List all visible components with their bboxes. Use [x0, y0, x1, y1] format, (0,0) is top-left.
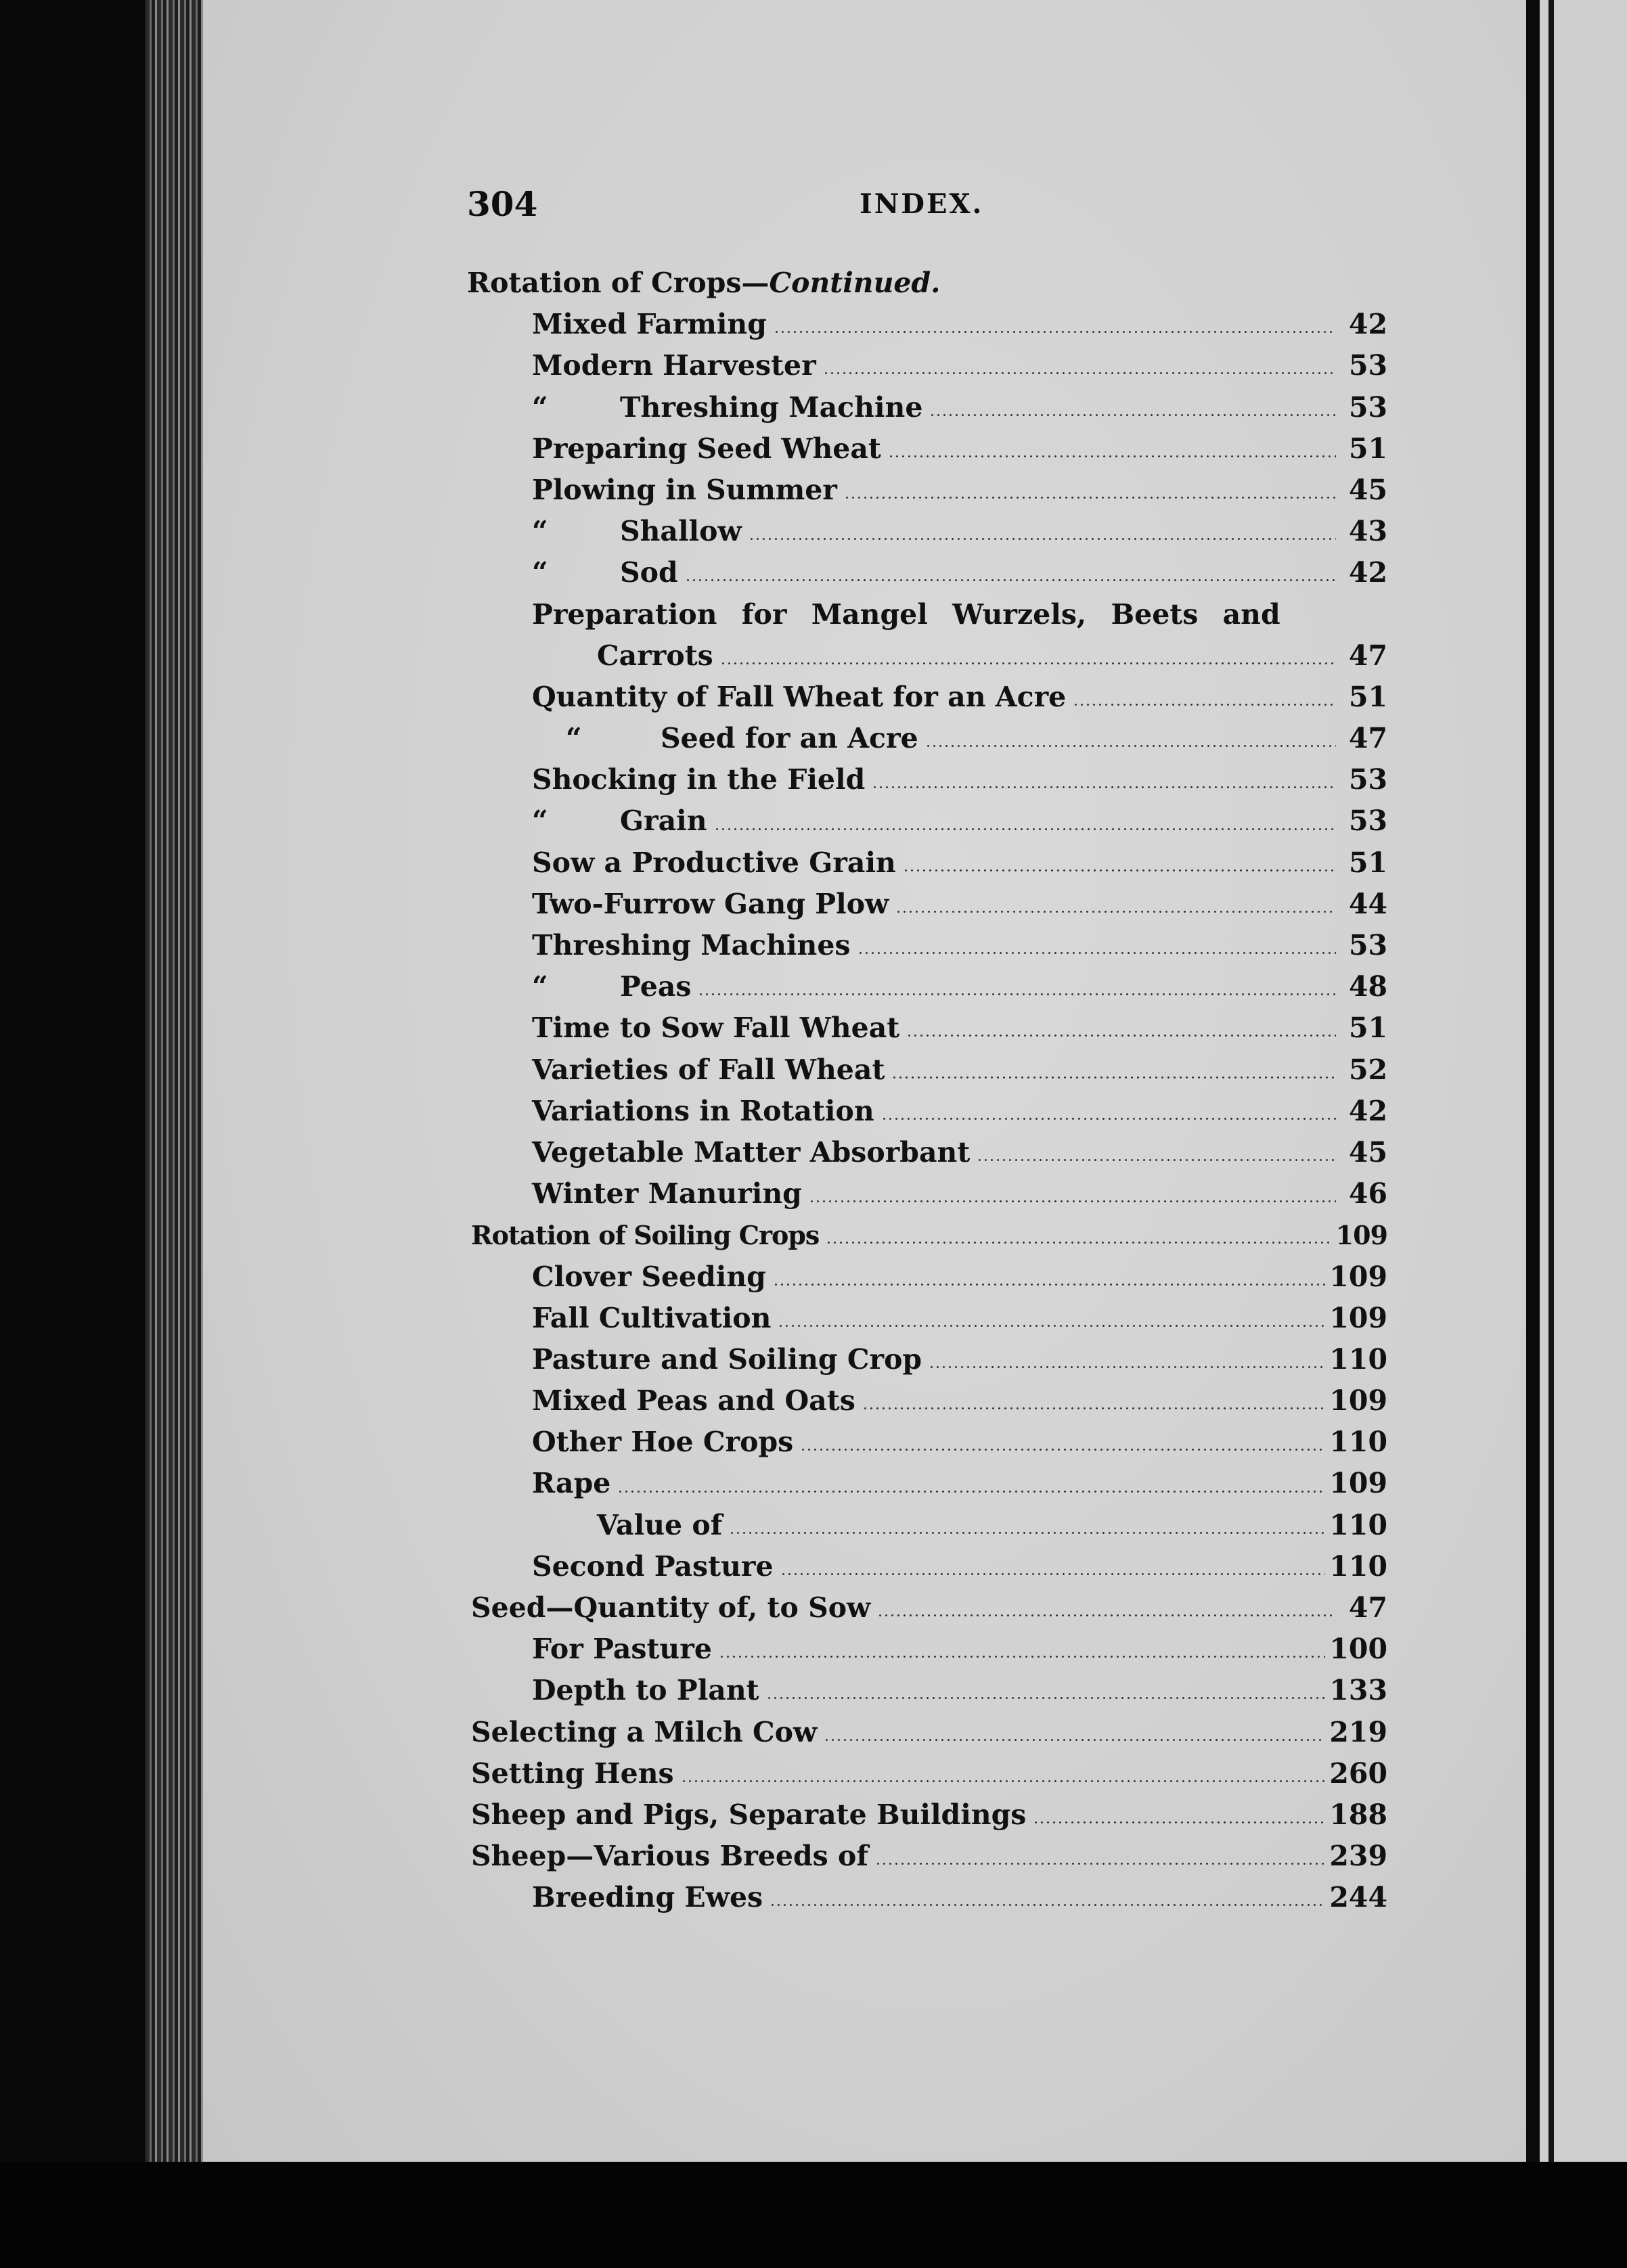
- entry-label: Second Pasture: [532, 1549, 774, 1583]
- entry-page-ref: 109: [1329, 1301, 1387, 1334]
- dot-leader: [826, 1242, 1331, 1244]
- dot-leader: [862, 1407, 1326, 1409]
- index-entries: [467, 304, 1387, 1918]
- index-entry: [467, 966, 1387, 1007]
- index-entry: [467, 1256, 1387, 1298]
- index-entry: [467, 1091, 1387, 1132]
- index-entry: [467, 925, 1387, 966]
- dot-leader: [888, 455, 1336, 457]
- entry-label: Shallow: [620, 515, 742, 548]
- entry-page-ref: 110: [1329, 1426, 1387, 1459]
- entry-label: Depth to Plant: [532, 1674, 759, 1707]
- dot-leader: [800, 1449, 1325, 1451]
- entry-label: Quantity of Fall Wheat for an Acre: [532, 680, 1067, 713]
- index-entry: [467, 1670, 1387, 1711]
- entry-page-ref: 110: [1329, 1508, 1387, 1541]
- dot-leader: [857, 952, 1337, 954]
- entry-label: Two-Furrow Gang Plow: [532, 887, 889, 920]
- entry-page-ref: 51: [1348, 846, 1387, 879]
- entry-label: Sow a Productive Grain: [532, 846, 896, 879]
- entry-label: Modern Harvester: [532, 349, 816, 382]
- entry-page-ref: 109: [1329, 1467, 1387, 1500]
- dot-leader: [823, 372, 1336, 374]
- index-entry: [467, 1794, 1387, 1836]
- entry-label: Threshing Machines: [532, 929, 851, 961]
- index-entry: [467, 1173, 1387, 1215]
- dot-leader: [925, 745, 1336, 747]
- entry-page-ref: 47: [1348, 639, 1387, 672]
- dot-leader: [749, 538, 1336, 540]
- index-entry: [467, 428, 1387, 470]
- entry-page-ref: 109: [1329, 1260, 1387, 1293]
- entry-label: Pasture and Soiling Crop: [532, 1342, 922, 1376]
- running-head: INDEX.: [860, 188, 984, 220]
- index-entry: [467, 552, 1387, 593]
- index-list: [467, 263, 1387, 1919]
- entry-label: Mixed Peas and Oats: [532, 1384, 855, 1418]
- dot-leader: [774, 331, 1336, 333]
- entry-label: Preparation for Mangel Wurzels, Beets and: [532, 597, 1280, 631]
- index-entry: [467, 1339, 1387, 1380]
- index-entry: [467, 635, 1387, 677]
- entry-label: Rotation of Soiling Crops: [471, 1220, 820, 1251]
- entry-page-ref: 53: [1348, 349, 1387, 382]
- entry-page-ref: 260: [1329, 1756, 1387, 1790]
- entry-label: Vegetable Matter Absorbant: [532, 1135, 971, 1169]
- entry-label: Sheep and Pigs, Separate Buildings: [471, 1798, 1027, 1831]
- index-entry: [467, 1587, 1387, 1629]
- ditto-mark: “: [566, 722, 582, 755]
- entry-label: Variations in Rotation: [532, 1094, 874, 1127]
- index-entry: [467, 1049, 1387, 1091]
- dot-leader: [729, 1532, 1325, 1534]
- dot-leader: [773, 1284, 1326, 1286]
- dot-leader: [714, 828, 1336, 830]
- entry-label: Winter Manuring: [532, 1177, 802, 1210]
- entry-page-ref: 45: [1348, 1135, 1387, 1169]
- dot-leader: [617, 1491, 1325, 1493]
- facing-page-shadow: [1548, 0, 1554, 2162]
- dot-leader: [877, 1614, 1336, 1616]
- index-entry: [467, 842, 1387, 884]
- entry-label: Other Hoe Crops: [532, 1426, 794, 1459]
- entry-label: Fall Cultivation: [532, 1301, 772, 1334]
- entry-page-ref: 47: [1348, 722, 1387, 755]
- dot-leader: [1073, 704, 1336, 706]
- dot-leader: [778, 1325, 1325, 1327]
- entry-label: Sheep—Various Breeds of: [471, 1840, 868, 1873]
- ditto-mark: “: [532, 804, 548, 838]
- dot-leader: [719, 1656, 1326, 1658]
- entry-label: Time to Sow Fall Wheat: [532, 1012, 900, 1045]
- entry-label: Selecting a Milch Cow: [471, 1715, 818, 1748]
- entry-label: Grain: [620, 804, 707, 838]
- entry-page-ref: 51: [1348, 680, 1387, 713]
- dot-leader: [780, 1573, 1326, 1575]
- dot-leader: [903, 869, 1336, 871]
- ditto-mark: “: [532, 390, 548, 424]
- entry-label: Varieties of Fall Wheat: [532, 1053, 885, 1086]
- entry-label: Setting Hens: [471, 1756, 674, 1790]
- dot-leader: [895, 911, 1336, 913]
- entry-label: Preparing Seed Wheat: [532, 432, 881, 465]
- entry-label: Plowing in Summer: [532, 473, 837, 506]
- entry-page-ref: 100: [1329, 1633, 1387, 1666]
- entry-label: Seed for an Acre: [661, 722, 918, 755]
- entry-page-ref: 188: [1329, 1798, 1387, 1831]
- index-entry: [467, 1007, 1387, 1049]
- entry-page-ref: 53: [1348, 763, 1387, 796]
- dot-leader: [685, 579, 1336, 581]
- index-entry: [467, 1422, 1387, 1463]
- book-spine-shadow: [0, 0, 146, 2268]
- index-entry: [467, 1505, 1387, 1546]
- entry-page-ref: 219: [1329, 1715, 1387, 1748]
- index-entry: [467, 1836, 1387, 1877]
- entry-page-ref: 46: [1348, 1177, 1387, 1210]
- entry-label: Breeding Ewes: [532, 1881, 763, 1914]
- entry-label: Value of: [597, 1508, 723, 1541]
- index-entry: [467, 1380, 1387, 1422]
- entry-page-ref: 109: [1335, 1220, 1387, 1251]
- entry-page-ref: 133: [1329, 1674, 1387, 1707]
- entry-label: Threshing Machine: [620, 390, 923, 424]
- entry-page-ref: 53: [1348, 390, 1387, 424]
- dot-leader: [1033, 1821, 1325, 1823]
- dot-leader: [875, 1863, 1325, 1865]
- index-entry: [467, 1546, 1387, 1587]
- entry-label: For Pasture: [532, 1633, 712, 1666]
- entry-label: Sod: [620, 556, 678, 589]
- dot-leader: [929, 1366, 1325, 1368]
- index-entry: [467, 304, 1387, 345]
- heading-main: Rotation of Crops—: [467, 267, 770, 299]
- index-entry: [467, 1629, 1387, 1670]
- index-entry: [467, 800, 1387, 842]
- entry-page-ref: 53: [1348, 929, 1387, 961]
- dot-leader: [977, 1159, 1336, 1161]
- index-entry: [467, 345, 1387, 386]
- entry-label: Carrots: [597, 639, 713, 672]
- entry-page-ref: 239: [1329, 1840, 1387, 1873]
- entry-page-ref: 51: [1348, 1012, 1387, 1045]
- entry-page-ref: 47: [1348, 1591, 1387, 1624]
- entry-label: Peas: [620, 970, 692, 1003]
- entry-page-ref: 48: [1348, 970, 1387, 1003]
- index-entry: [467, 1877, 1387, 1918]
- page-edges: [146, 0, 206, 2162]
- dot-leader: [720, 662, 1336, 664]
- entry-page-ref: 42: [1348, 308, 1387, 341]
- entry-label: Clover Seeding: [532, 1260, 766, 1293]
- entry-page-ref: 53: [1348, 804, 1387, 838]
- entry-page-ref: 51: [1348, 432, 1387, 465]
- heading-continued: Continued.: [769, 267, 941, 299]
- entry-page-ref: 110: [1329, 1342, 1387, 1376]
- entry-page-ref: 45: [1348, 473, 1387, 506]
- ditto-mark: “: [532, 556, 548, 589]
- dot-leader: [824, 1739, 1325, 1741]
- dot-leader: [906, 1035, 1336, 1037]
- dot-leader: [881, 1118, 1336, 1120]
- index-entry: [467, 1712, 1387, 1753]
- ditto-mark: “: [532, 515, 548, 548]
- dot-leader: [766, 1697, 1326, 1699]
- entry-page-ref: 43: [1348, 515, 1387, 548]
- index-entry: [467, 759, 1387, 800]
- index-entry: [467, 884, 1387, 925]
- index-entry: [467, 470, 1387, 511]
- dot-leader: [891, 1076, 1336, 1079]
- index-entry: [467, 1753, 1387, 1794]
- index-entry: [467, 718, 1387, 759]
- entry-label: Mixed Farming: [532, 308, 767, 341]
- index-entry: [467, 511, 1387, 552]
- entry-label: Rape: [532, 1467, 611, 1500]
- dot-leader: [809, 1200, 1336, 1202]
- index-entry: [467, 1215, 1387, 1256]
- continued-heading: [467, 263, 1387, 304]
- entry-page-ref: 52: [1348, 1053, 1387, 1086]
- dot-leader: [872, 786, 1336, 788]
- dot-leader: [929, 414, 1336, 416]
- index-entry: [467, 1298, 1387, 1339]
- entry-page-ref: 42: [1348, 1094, 1387, 1127]
- entry-page-ref: 42: [1348, 556, 1387, 589]
- page-number: 304: [467, 184, 538, 224]
- dot-leader: [698, 993, 1336, 995]
- entry-label: Shocking in the Field: [532, 763, 866, 796]
- entry-page-ref: 244: [1329, 1881, 1387, 1914]
- entry-page-ref: 109: [1329, 1384, 1387, 1418]
- dot-leader: [681, 1780, 1326, 1782]
- index-entry: [467, 387, 1387, 428]
- index-entry: [467, 1463, 1387, 1504]
- entry-page-ref: 44: [1348, 887, 1387, 920]
- dot-leader: [770, 1904, 1325, 1906]
- page-header: [467, 184, 1367, 231]
- index-entry: [467, 677, 1387, 718]
- entry-page-ref: 110: [1329, 1549, 1387, 1583]
- index-entry: [467, 1132, 1387, 1173]
- entry-label: Seed—Quantity of, to Sow: [471, 1591, 871, 1624]
- page-gutter: [1526, 0, 1540, 2162]
- index-entry: [467, 594, 1387, 635]
- dot-leader: [844, 497, 1336, 499]
- ditto-mark: “: [532, 970, 548, 1003]
- scan-bottom-border: [0, 2162, 1627, 2268]
